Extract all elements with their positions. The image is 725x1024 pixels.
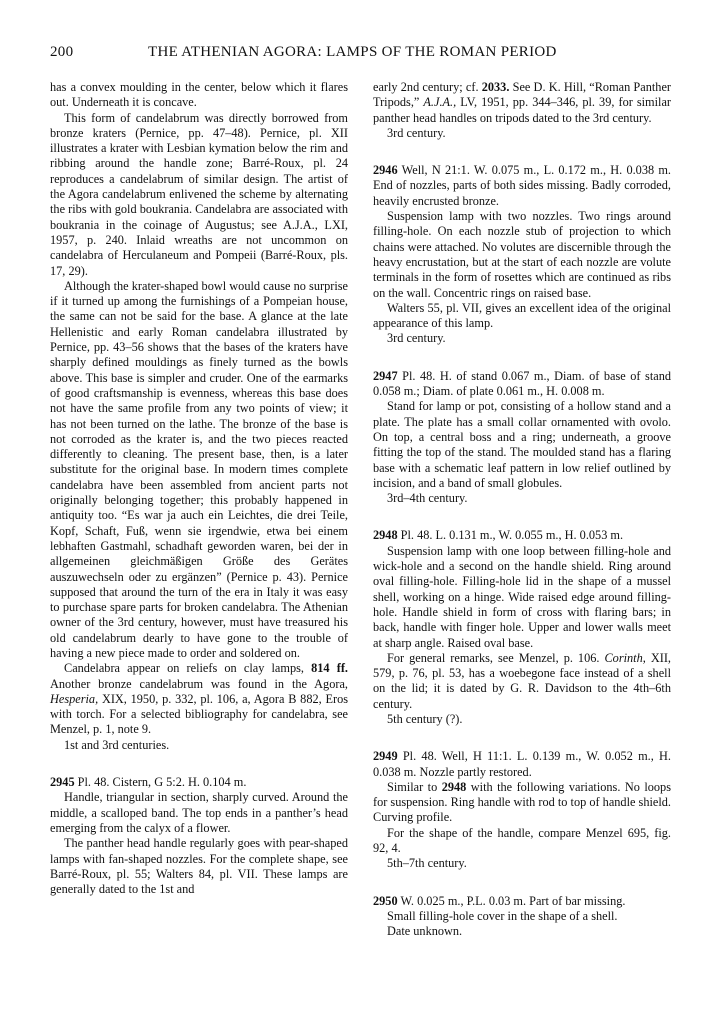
journal-title: A.J.A., [423,95,457,110]
text-run: early 2nd century; cf. [373,80,479,94]
text-run: LV, 1951, pp. 344–346, pl. 39, for similar panther head handles on tripods dated to the 3rd century. [373,95,672,125]
journal-title: Hesperia, [50,691,99,706]
entry-head-text: Well, N 21:1. W. 0.075 m., L. 0.172 m., H. 0.038 m. End of nozzles, parts of both sides missing. Badly corroded, heavily encrusted bronze. [373,163,672,208]
entry-commentary: Walters 55, pl. VII, gives an excellent idea of the original appearance of this lamp. [373,300,671,331]
catalogue-number: 2948 [373,528,398,543]
catalogue-number: 2949 [373,749,398,764]
text-run: XII, 579, p. 76, pl. 53, has a woebegone face instead of a shell on the lid; it is dated by G. R. Davidson to the 4th–6th century. [373,650,672,711]
text-run: XIX, 1950, p. 332, pl. 106, a, Agora B 882, Eros with torch. For a selected bibliography for candelabra, see Menzel, p. 1, note 9. [50,691,348,737]
text-run: Another bronze candelabrum was found in the Agora, [50,676,348,691]
entry-head-text: W. 0.025 m., P.L. 0.03 m. Part of bar missing. [400,893,626,908]
entry-heading [373,749,671,780]
text-run: with the following variations. No loops for suspension. Ring handle with rod to top of handle shield. Curving profile. [373,779,671,825]
date-line: 3rd century. [387,331,446,346]
entry-head-text: Pl. 48. H. of stand 0.067 m., Diam. of base of stand 0.058 m.; Diam. of plate 0.061 m., H. 0.008 m. [373,368,671,399]
catalogue-entry-2945 [50,775,348,897]
running-title: THE ATHENIAN AGORA: LAMPS OF THE ROMAN PERIOD [148,44,557,60]
entry-description: Handle, triangular in section, sharply curved. Around the middle, a scalloped band. The top ends in a panther’s head emerging from the calyx of a flower. [50,790,348,835]
catalogue-entry-2950 [373,894,671,940]
entry-commentary [373,651,671,712]
left-column [50,80,348,897]
catalogue-entry-2947 [373,369,671,507]
catalogue-number: 2945 [50,775,75,790]
page-number: 200 [50,44,74,60]
catalogue-number: 2946 [373,163,398,178]
entry-head-text: Pl. 48. Well, H 11:1. L. 0.139 m., W. 0.052 m., H. 0.038 m. Nozzle partly restored. [373,749,671,779]
text-run: Similar to [387,779,438,794]
text-run: See D. K. Hill, “Roman Panther Tripods,” [373,80,671,110]
paragraph: Although the krater-shaped bowl would cause no surprise if it turned up among the furnishings of a Pompeian house, the same can not be said for the base. A glance at the late Hellenistic and early Roman candelabra illustrated by Pernice, pp. 43–56 shows that the bases of the kraters have sharply defined mouldings as finely turned as the bowls above. This base is simpler and cruder. One of the earmarks of good craftsmanship is evenness, whereas this base does not have the same profile from any two points of view; it has not been turned on the lathe. The bronze of the base is not corroded as the krater is, and the two pieces reacted differently to cleaning. The present base, then, is a later substitute for the original base. In modern times complete candelabra have been assembled from ancient parts not originally belonging together; this probably happened in antiquity too. “Es war ja auch ein Leichtes, die drei Teile, Kopf, Schaft, Fuß, wenn sie irgendwie, etwa bei einem lebhaften Gastmahl, schadhaft geworden waren, bei der in allgemeinen gleichmäßigen Größe des Gerätes auszuwechseln oder zu ergänzen” (Pernice p. 43). Pernice supposed that around the turn of the era in Italy it was easy to purchase spare parts for broken candelabra. The Athenian owner of the 3rd century, however, must have treasured his old candelabrum dearly to have gone to the trouble of having a new piece made to order and soldered on. [50,278,348,660]
date-line: 1st and 3rd centuries. [64,737,170,752]
paragraph: has a convex moulding in the center, below which it flares out. Underneath it is concave. [50,80,348,110]
date-line: 3rd–4th century. [387,491,468,506]
entry-head-text: Pl. 48. Cistern, G 5:2. H. 0.104 m. [77,775,247,790]
entry-head-text: Pl. 48. L. 0.131 m., W. 0.055 m., H. 0.053 m. [400,528,624,543]
entry-heading [373,528,671,543]
journal-title: Corinth, [604,650,646,665]
entry-description [373,780,671,826]
entry-description: Small filling-hole cover in the shape of a shell. [387,908,618,923]
catalogue-entry-2948 [373,528,671,727]
date-line: Date unknown. [387,924,463,939]
catalogue-reference: 814 ff. [311,661,348,676]
entry-description: Suspension lamp with two nozzles. Two rings around filling-hole. On each nozzle stub of projection to which chains were attached. No volutes are discernible through the heavy encrustation, but at the start of each nozzle are volute terminals in the form of rosettes which are continued as ribs on the wall. Concentric rings on raised base. [373,209,671,300]
catalogue-number: 2947 [373,368,398,383]
catalogue-reference: 2033. [481,80,510,94]
paragraph [373,80,671,126]
catalogue-entry-2949 [373,749,671,871]
paragraph: This form of candelabrum was directly borrowed from bronze kraters (Pernice, pp. 47–48). Pernice, pl. XII illustrates a krater with Lesbian kymation below the rim and ribbing around the handle zone; Barré-Roux, pl. 24 reproduces a candelabrum of similar design. The artist of the Agora candelabrum enlivened the scheme by alternating the ribs with gold boukrania. Candelabra are associated with boukrania in the coinage of Augustus; see A.J.A., LXI, 1957, p. 240. Inlaid wreaths are not uncommon on candelabra of Herculaneum and Pompeii (Barré-Roux, pls. 17, 29). [50,110,348,278]
text-run: For general remarks, see Menzel, p. 106. [387,650,600,665]
date-line: 3rd century. [387,125,446,140]
entry-commentary: For the shape of the handle, compare Menzel 695, fig. 92, 4. [373,825,671,856]
catalogue-reference: 2948 [441,779,467,794]
right-column [373,80,671,940]
entry-commentary: The panther head handle regularly goes with pear-shaped lamps with fan-shaped nozzles. For the complete shape, see Barré-Roux, pl. 55; Walters 84, pl. VII. These lamps are generally dated to the 1st and [50,836,348,897]
entry-heading [373,163,671,209]
text-run: Candelabra appear on reliefs on clay lamps, [64,661,304,676]
entry-heading [50,775,348,790]
entry-description: Suspension lamp with one loop between filling-hole and wick-hole and a second on the handle shield. Ring around oval filling-hole. Filling-hole lid in the shape of a mussel shell, working on a hinge. Wide raised edge around filling-hole. Handle shield in form of cross with flaring bars; in back, handle with finger hole. Upper and lower walls meet at sharp angle. Raised oval base. [373,543,671,650]
date-line: 5th–7th century. [387,856,467,871]
entry-heading [373,894,671,909]
entry-description: Stand for lamp or pot, consisting of a hollow stand and a plate. The plate has a small collar ornamented with ovolo. On top, a central boss and a ring; underneath, a groove fitting the top of the stand. The moulded stand has a flaring base with a schematic leaf pattern in low relief outlined by incision, and a band of small globules. [373,399,671,490]
date-line: 5th century (?). [387,711,463,726]
entry-heading [373,369,671,400]
catalogue-number: 2950 [373,893,398,908]
paragraph [50,661,348,737]
catalogue-entry-2946 [373,163,671,347]
